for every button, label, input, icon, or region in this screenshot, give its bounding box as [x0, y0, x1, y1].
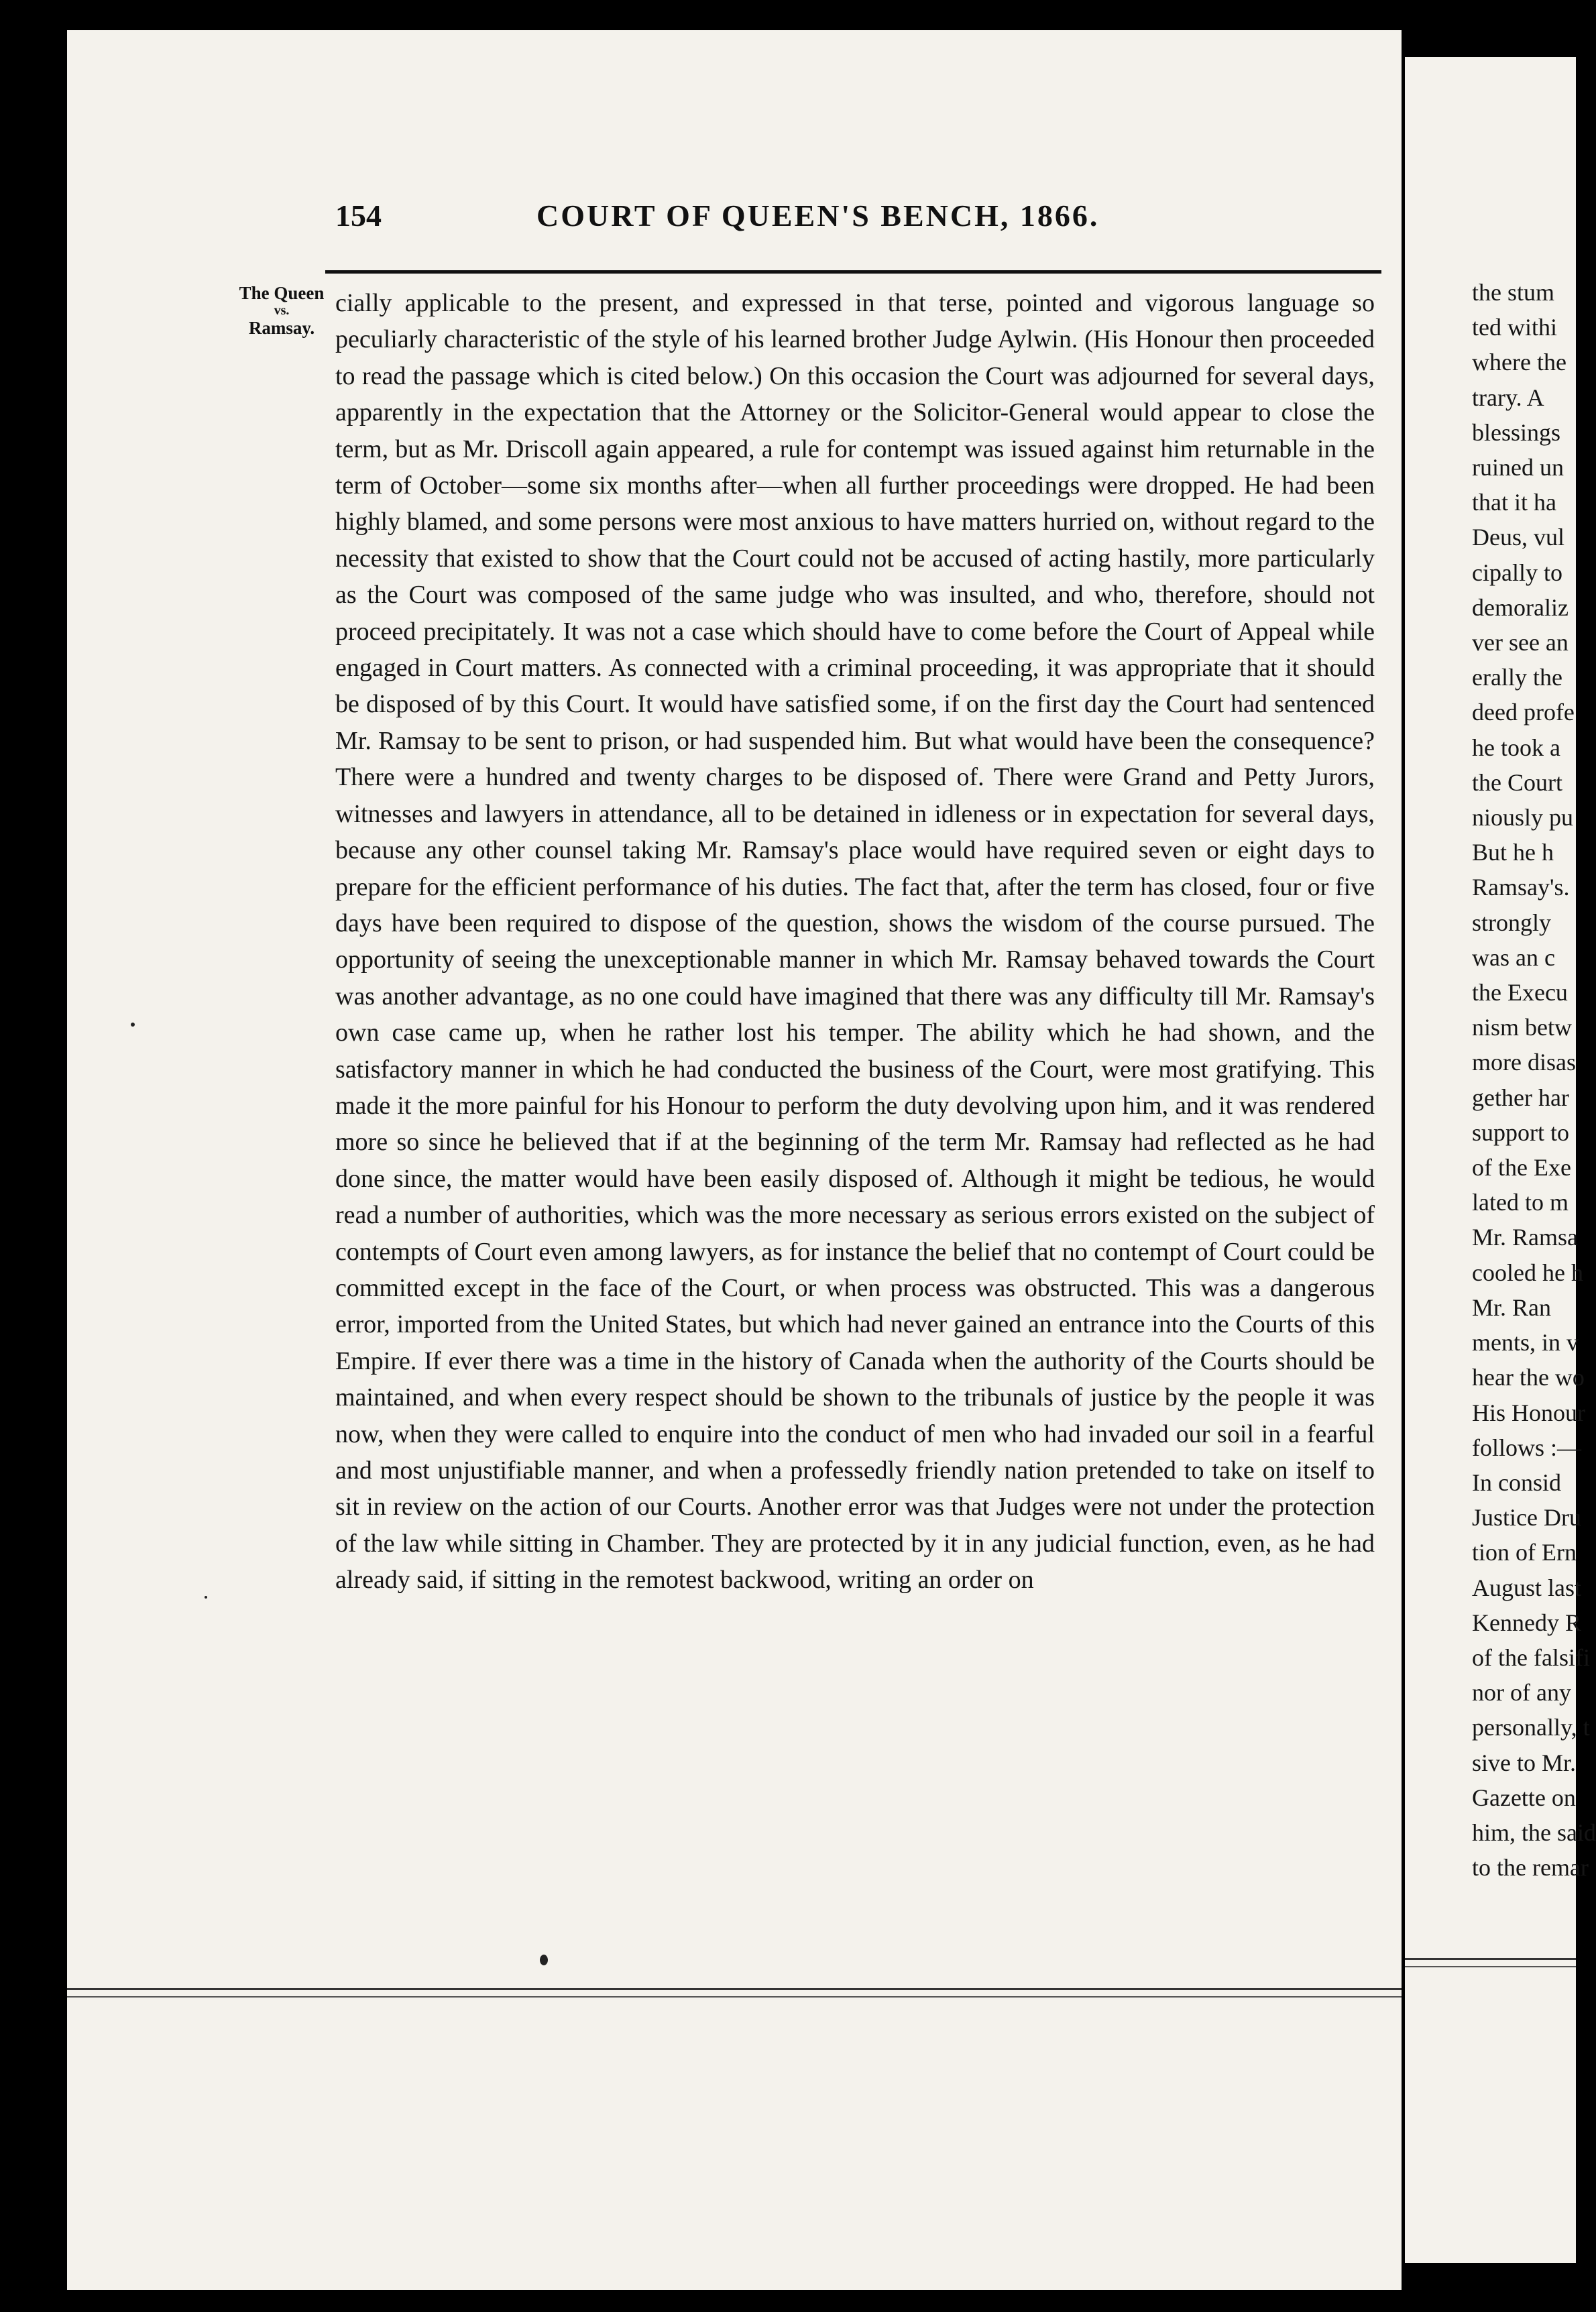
facing-page-line: Justice Dru [1472, 1504, 1581, 1531]
facing-page-line: August last [1472, 1574, 1582, 1601]
facing-page-line: where the [1472, 349, 1566, 376]
facing-page-line: nism betw [1472, 1014, 1572, 1041]
facing-page-line: Kennedy R [1472, 1609, 1581, 1636]
facing-page-line: deed profe [1472, 699, 1575, 726]
book-page [67, 30, 1402, 2290]
facing-page-line: erally the [1472, 664, 1562, 691]
facing-page-line: of the Exe [1472, 1154, 1571, 1181]
facing-page-line: tion of Ern [1472, 1539, 1577, 1566]
page-header [335, 184, 1381, 238]
facing-page-line: blessings [1472, 418, 1561, 446]
facing-page-line: Gazette on [1472, 1784, 1576, 1811]
print-speck [540, 1955, 548, 1965]
facing-page-line: Deus, vul [1472, 524, 1564, 551]
facing-page-line: sive to Mr. [1472, 1749, 1577, 1776]
facing-page-line: of the falsifi [1472, 1643, 1590, 1671]
facing-page-line: trary. A [1472, 384, 1544, 411]
facing-page-line: gether har [1472, 1084, 1569, 1111]
facing-page-line: Mr. Ramsa [1472, 1224, 1578, 1251]
facing-page-fragment [1405, 57, 1596, 2263]
facing-page-line: him, the said [1472, 1818, 1596, 1846]
facing-page-line: ted withi [1472, 314, 1557, 341]
side-note-party-1: The Queen [239, 283, 325, 303]
header-rule [325, 270, 1381, 274]
facing-page-line: the stum [1472, 279, 1554, 306]
running-title: COURT OF QUEEN'S BENCH, 1866. [536, 198, 1100, 233]
print-speck [205, 1596, 207, 1599]
facing-page-line: follows :— [1472, 1434, 1582, 1461]
facing-page-line: ments, in v [1472, 1329, 1579, 1356]
facing-page-line: Ramsay's. [1472, 874, 1570, 901]
facing-page-line: strongly [1472, 909, 1552, 936]
facing-page-line: Mr. Ran [1472, 1293, 1552, 1321]
facing-page-line: cipally to [1472, 559, 1562, 586]
facing-page-line: But he h [1472, 839, 1554, 866]
page-number: 154 [335, 198, 382, 233]
footer-rule [67, 1988, 1402, 1990]
body-paragraph: cially applicable to the present, and expressed in that terse, pointed and vigorous language so peculiarly characteristic of the style of his learned brother Judge Aylwin. (His Honour then proceeded to read the passage which is cited below.) On this occasion the Court was adjourned for several days, apparently in the expectation that the Attorney or the Solicitor-General would appear to close the term, but as Mr. Driscoll again appeared, a rule for contempt was issued against him returnable in the term of October—some six months after—when all further proceedings were dropped. He had been highly blamed, and some persons were most anxious to have matters hurried on, without regard to the necessity that existed to show that the Court could not be accused of acting hastily, more particularly as the Court was composed of the same judge who was insulted, and who, therefore, should not proceed precipitately. It was not a case which should have to come before the Court of Appeal while engaged in Court matters. As connected with a criminal proceeding, it was appropriate that it should be disposed of by this Court. It would have satisfied some, if on the first day the Court had sentenced Mr. Ramsay to be sent to prison, or had suspended him. But what would have been the consequence? There were a hundred and twenty charges to be disposed of. There were Grand and Petty Jurors, witnesses and lawyers in attendance, all to be detained in idleness or in expectation for several days, because any other counsel taking Mr. Ramsay's place would have required seven or eight days to prepare for the efficient performance of his duties. The fact that, after the term has closed, four or five days have been required to dispose of the question, shows the wisdom of the course pursued. The opportunity of seeing the unexceptionable manner in which Mr. Ramsay behaved towards the Court was another advantage, as no one could have imagined that there was any difficulty till Mr. Ramsay's own case came up, when he rather lost his temper. The ability which he had shown, and the satisfactory manner in which he had conducted the business of the Court, were most gratifying. This made it the more painful for his Honour to perform the duty devolving upon him, and it was rendered more so since he believed that if at the beginning of the term Mr. Ramsay had reflected as he had done since, the matter would have been easily disposed of. Although it might be tedious, he would read a number of authorities, which was the more necessary as serious errors existed on the subject of contempts of Court even among lawyers, as for instance the belief that no contempt of Court could be committed except in the face of the Court, or when process was obstructed. This was a dangerous error, imported from the United States, but which had never gained an entrance into the Courts of this Empire. If ever there was a time in the history of Canada when the authority of the Courts should be maintained, and when every respect should be shown to the tribunals of justice by the people it was now, when they were called to enquire into the conduct of men who had invaded our soil in a fearful and most unjustifiable manner, and when a professedly friendly nation pretended to take on itself to sit in review on the action of our Courts. Another error was that Judges were not under the protection of the law while sitting in Chamber. They are protected by it in any judicial function, even, as he had already said, if sitting in the remotest backwood, writing an order on [335, 289, 1375, 1595]
facing-page-line: personally, t [1472, 1714, 1590, 1741]
footer-rule-secondary [67, 1996, 1402, 1998]
facing-page-line: he took a [1472, 734, 1560, 761]
facing-page-line: ver see an [1472, 629, 1569, 656]
facing-page-line: In consid [1472, 1468, 1561, 1496]
facing-page-line: nor of any [1472, 1679, 1571, 1707]
side-note-party-2: Ramsay. [248, 318, 315, 338]
facing-page-text [1472, 275, 1596, 1885]
side-note-versus: vs. [274, 303, 290, 318]
facing-page-line: that it ha [1472, 489, 1556, 516]
facing-page-line: support to [1472, 1118, 1570, 1146]
facing-page-line: niously pu [1472, 804, 1574, 831]
facing-page-line: demoraliz [1472, 593, 1569, 621]
facing-page-line: ruined un [1472, 454, 1564, 481]
facing-footer-rule-secondary [1405, 1966, 1576, 1967]
facing-page-line: His Honour [1472, 1399, 1585, 1426]
print-speck [131, 1023, 135, 1027]
facing-footer-rule [1405, 1958, 1576, 1960]
facing-page-line: to the remar [1472, 1854, 1589, 1882]
facing-page-line: was an c [1472, 943, 1555, 971]
facing-page-line: the Court [1472, 768, 1562, 796]
facing-page-line: hear the wo [1472, 1364, 1585, 1391]
facing-page-line: cooled he h [1472, 1259, 1583, 1286]
facing-page-line: more disas [1472, 1049, 1576, 1076]
facing-page-line: lated to m [1472, 1189, 1569, 1216]
facing-page-line: the Execu [1472, 979, 1568, 1006]
